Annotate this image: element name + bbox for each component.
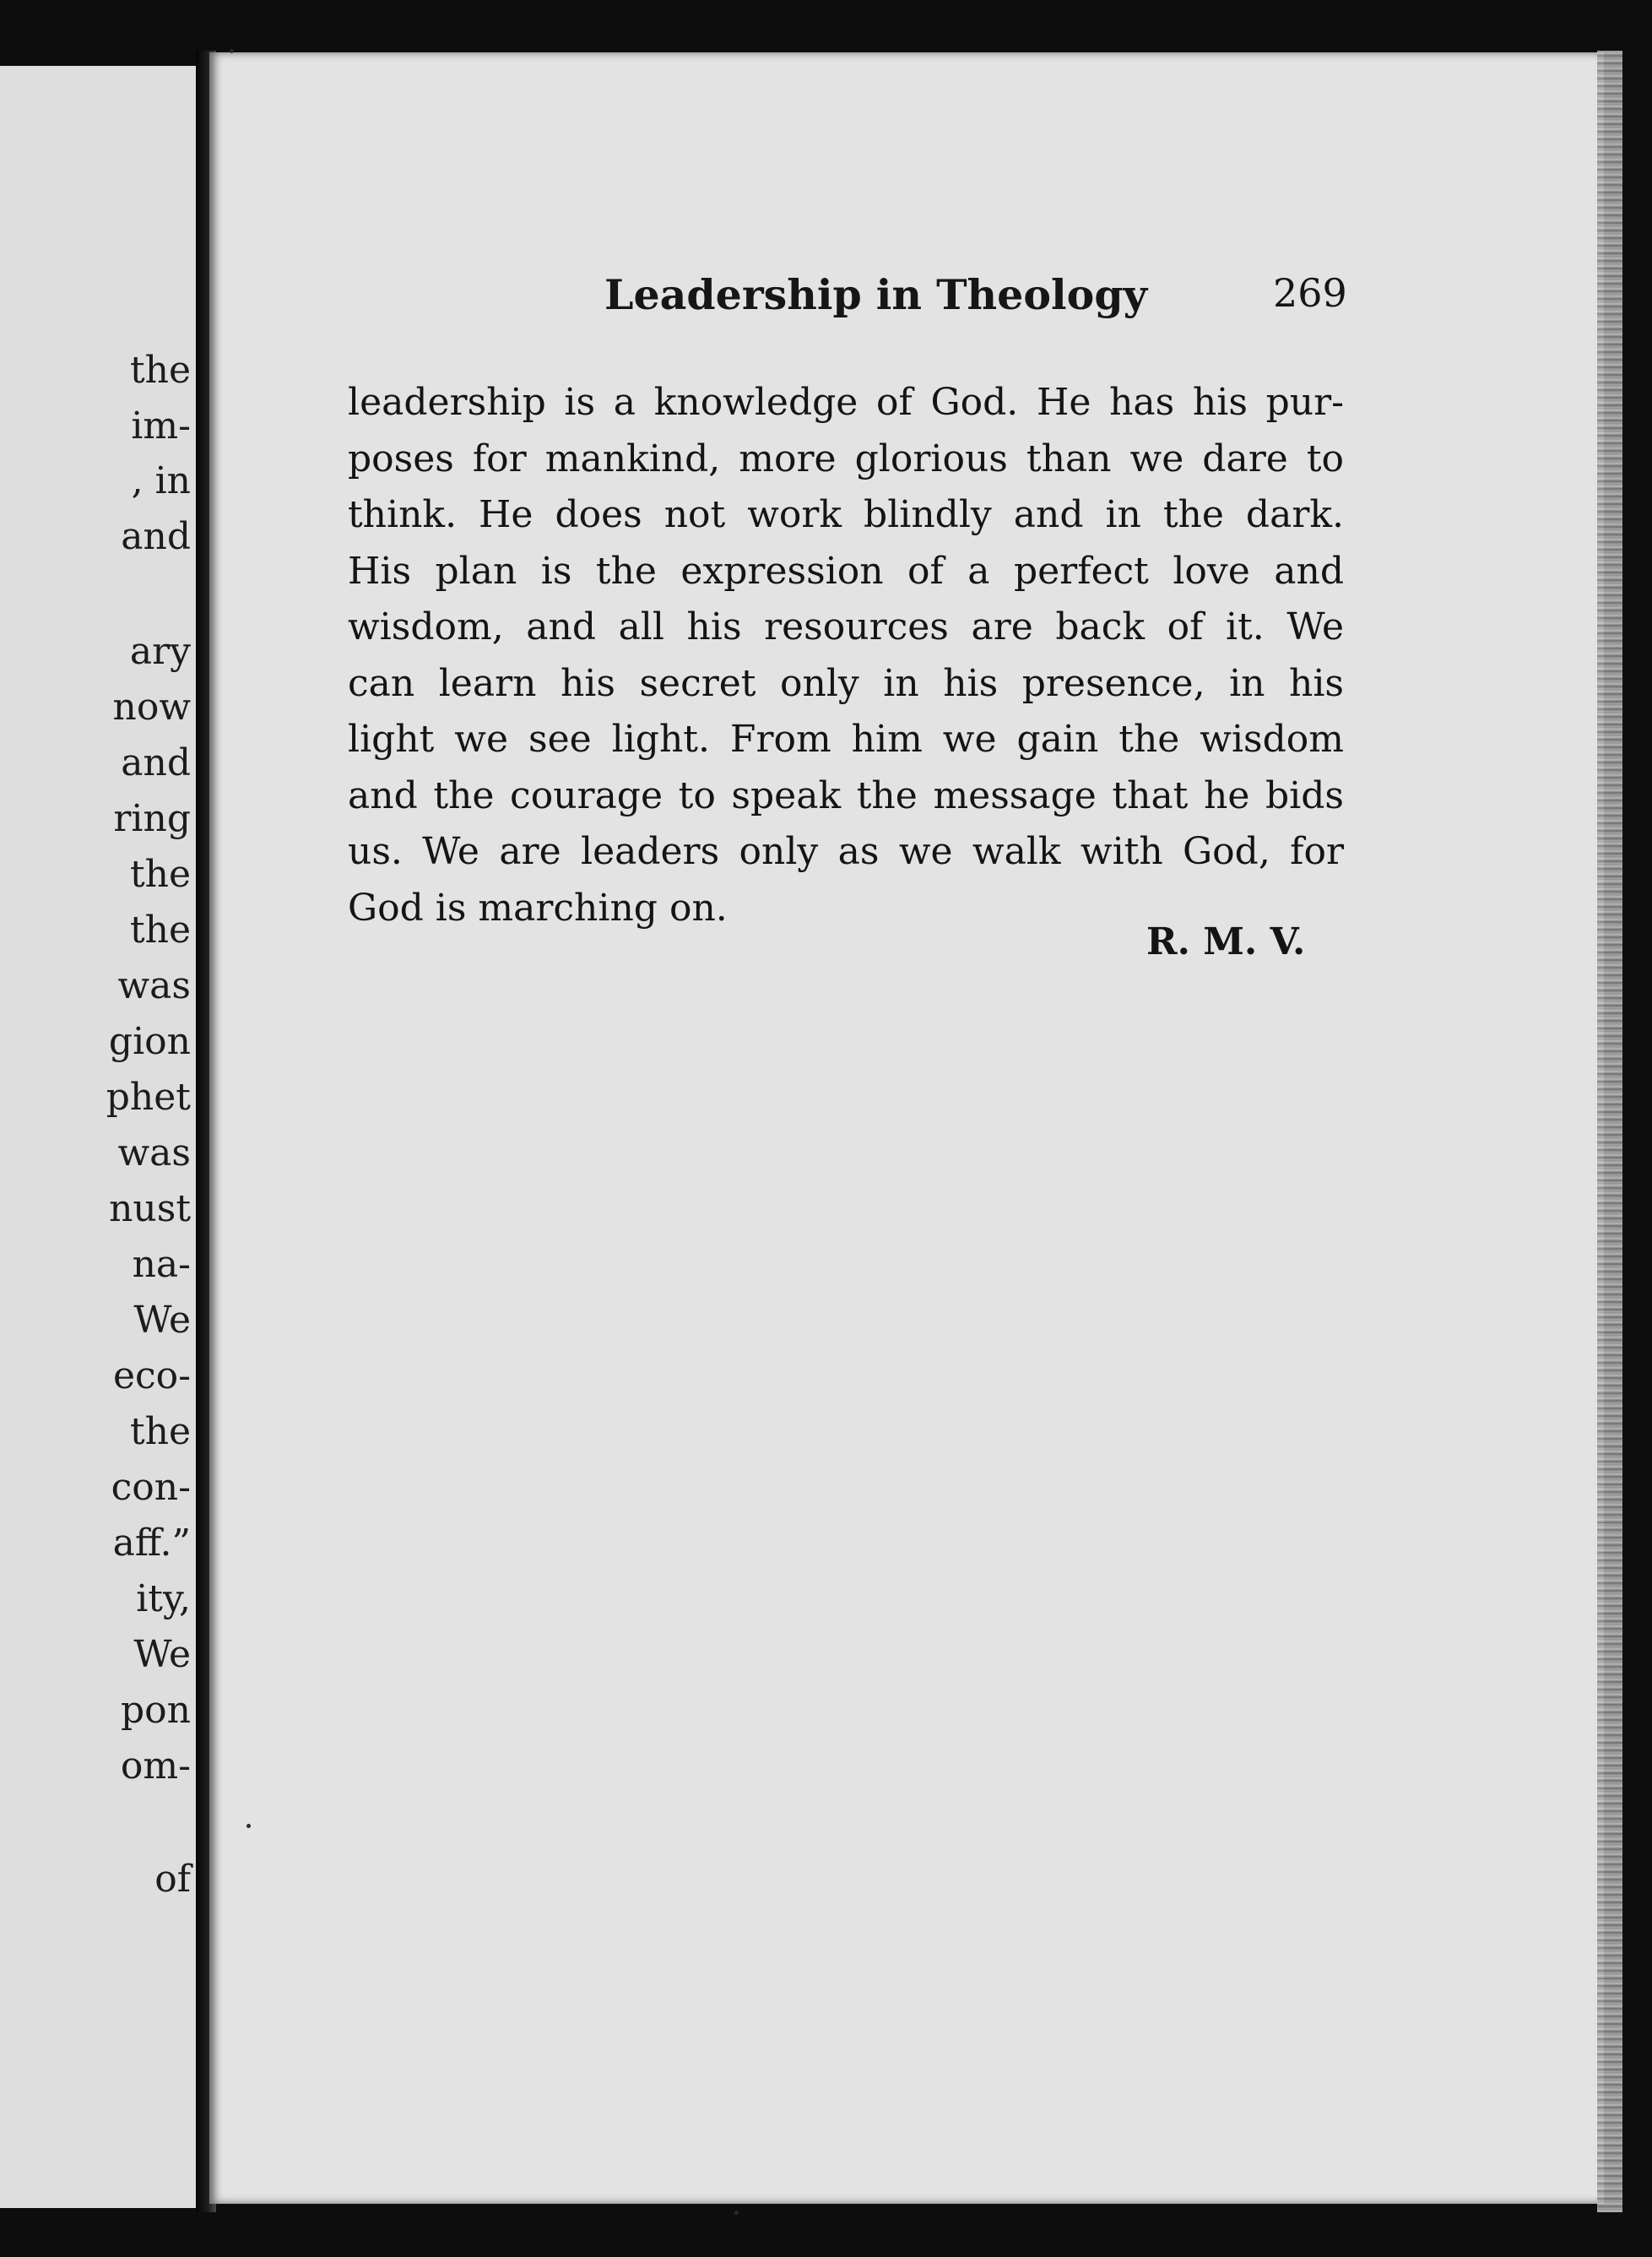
fragment-line: the: [129, 1410, 191, 1453]
page-stack-edge: [1597, 51, 1622, 2212]
fragment-line: We: [133, 1633, 191, 1676]
scan-speck: [246, 1824, 251, 1828]
text-line: us. We are leaders only as we walk with God, for: [348, 830, 1344, 873]
fragment-line: was: [117, 1131, 191, 1175]
fragment-line: was: [117, 964, 191, 1007]
author-initials: R. M. V.: [1146, 920, 1306, 963]
fragment-line: the: [129, 909, 191, 952]
fragment-line: ary: [129, 630, 191, 673]
text-line: leadership is a knowledge of God. He has his pur-: [348, 381, 1344, 424]
text-line: His plan is the expression of a perfect love and: [348, 549, 1344, 593]
fragment-line: om-: [120, 1744, 191, 1788]
fragment-line: , in: [131, 459, 191, 502]
fragment-line: and: [121, 741, 191, 784]
fragment-line: ring: [113, 797, 191, 840]
fragment-line: phet: [106, 1076, 191, 1119]
scan-speck: [230, 49, 234, 53]
fragment-line: im-: [131, 404, 191, 448]
fragment-line: pon: [121, 1689, 191, 1732]
text-line: light we see light. From him we gain the wisdom: [348, 718, 1344, 761]
page-number: 269: [1273, 270, 1347, 316]
text-line: think. He does not work blindly and in the dark.: [348, 493, 1344, 536]
fragment-line: con-: [111, 1466, 191, 1509]
current-page: [209, 52, 1604, 2204]
text-line: poses for mankind, more glorious than we dare to: [348, 437, 1344, 480]
fragment-line: now: [112, 686, 191, 729]
previous-page-edge: [0, 66, 196, 2208]
text-line: wisdom, and all his resources are back of it. We: [348, 605, 1344, 648]
text-line: can learn his secret only in his presence, in his: [348, 661, 1344, 705]
fragment-line: eco-: [112, 1354, 191, 1397]
running-head: [209, 270, 1604, 329]
fragment-line: and: [121, 515, 191, 558]
fragment-line: ity,: [136, 1577, 191, 1620]
body-paragraph: [348, 375, 1344, 936]
text-line: God is marching on.: [348, 886, 728, 930]
fragment-line: the: [129, 853, 191, 896]
scan-speck: [734, 2211, 739, 2215]
fragment-line: gion: [108, 1020, 191, 1063]
text-line: and the courage to speak the message that he bids: [348, 773, 1344, 817]
fragment-line: of: [154, 1858, 191, 1901]
fragment-line: na-: [132, 1243, 191, 1286]
previous-page-text-fragments: [0, 66, 196, 2208]
fragment-line: nust: [109, 1187, 191, 1230]
fragment-line: aff.”: [112, 1522, 191, 1565]
fragment-line: We: [133, 1299, 191, 1342]
fragment-line: the: [129, 349, 191, 392]
running-head-title: Leadership in Theology: [604, 270, 1148, 319]
